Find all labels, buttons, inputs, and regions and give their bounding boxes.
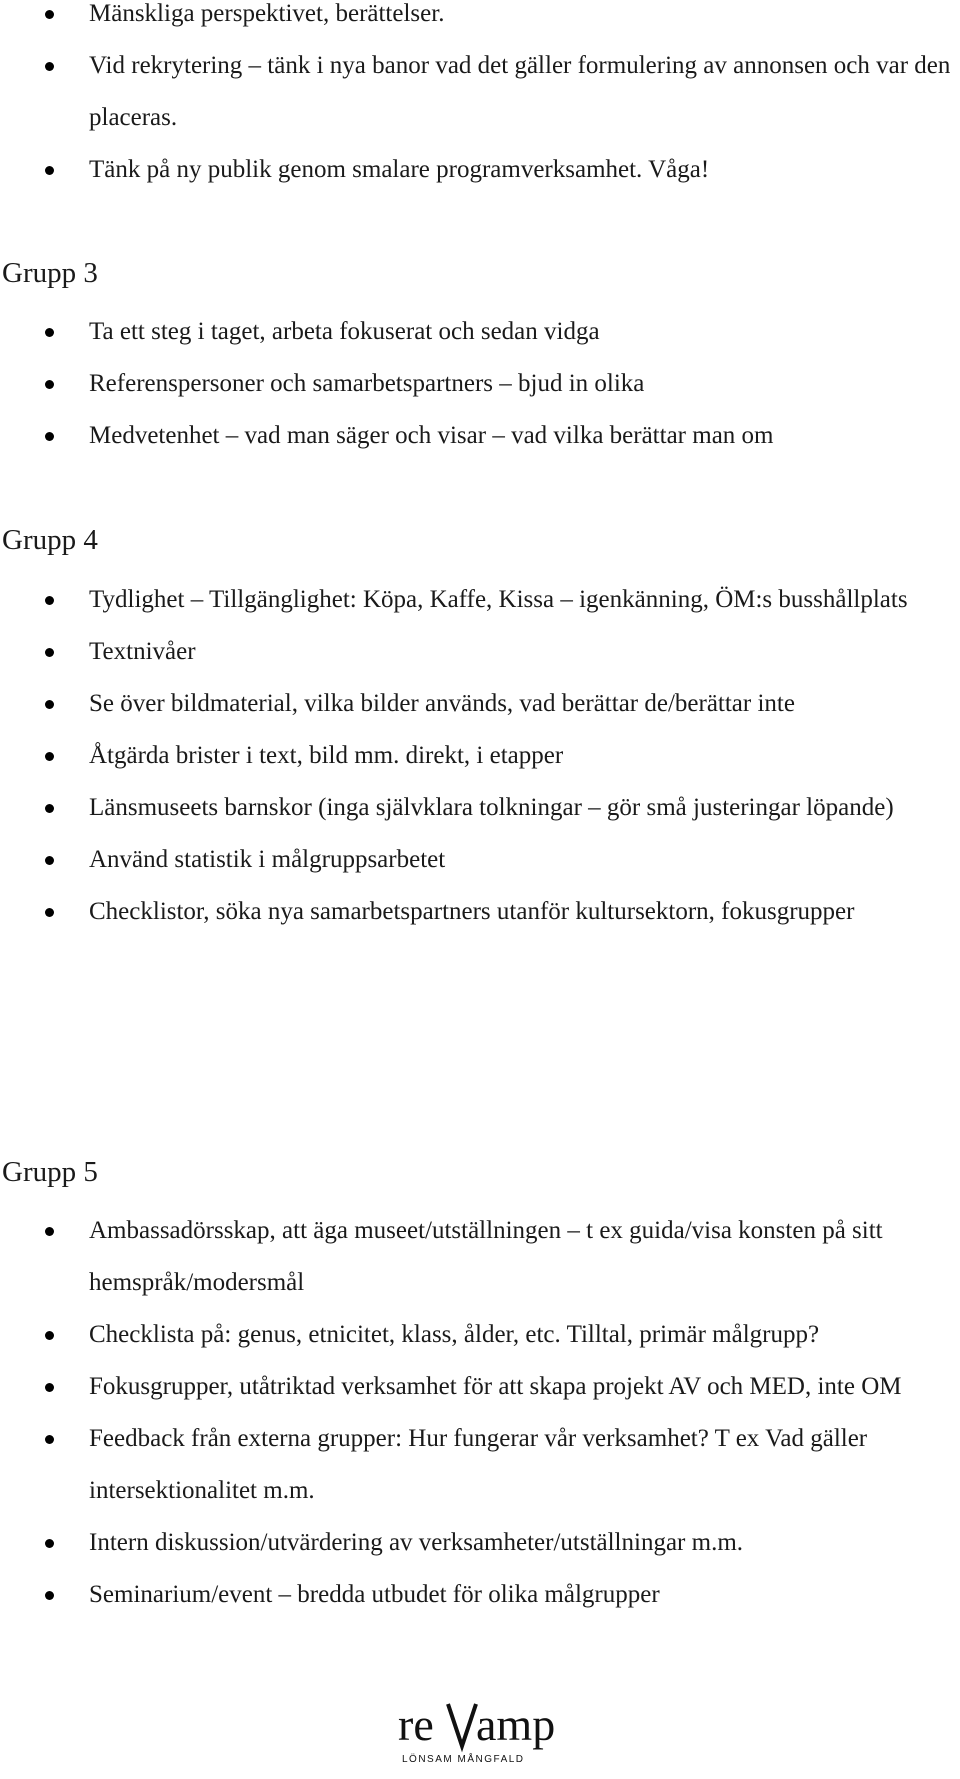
bullet-icon — [45, 432, 54, 441]
bullet-icon — [45, 328, 54, 337]
list-item: Checklista på: genus, etnicitet, klass, ålder, etc. Tilltal, primär målgrupp? — [0, 1309, 959, 1361]
bullet-icon — [45, 166, 54, 175]
section-heading-grupp-4: Grupp 4 — [2, 524, 98, 556]
bullet-icon — [45, 1227, 54, 1236]
bullet-icon — [45, 596, 54, 605]
list-item: Vid rekrytering – tänk i nya banor vad det gäller formulering av annonsen och var den placeras. — [0, 40, 959, 144]
logo-text-amp: amp — [476, 1699, 556, 1750]
list-item: Medvetenhet – vad man säger och visar – vad vilka berättar man om — [0, 410, 959, 462]
list-item: Länsmuseets barnskor (inga självklara tolkningar – gör små justeringar löpande) — [0, 782, 959, 834]
logo-text-re: re — [398, 1699, 434, 1750]
bullet-icon — [45, 804, 54, 813]
bullet-icon — [45, 1591, 54, 1600]
bullet-icon — [45, 1331, 54, 1340]
section-heading-grupp-3: Grupp 3 — [2, 257, 98, 289]
bullet-icon — [45, 908, 54, 917]
list-item: Intern diskussion/utvärdering av verksamheter/utställningar m.m. — [0, 1517, 959, 1569]
list-item: Feedback från externa grupper: Hur fungerar vår verksamhet? T ex Vad gäller intersektionalitet m.m. — [0, 1413, 959, 1517]
list-item: Mänskliga perspektivet, berättelser. — [0, 0, 959, 40]
logo-tagline: LÖNSAM MÅNGFALD — [402, 1754, 525, 1765]
bullet-icon — [45, 752, 54, 761]
list-item: Seminarium/event – bredda utbudet för olika målgrupper — [0, 1569, 959, 1621]
section-heading-grupp-5: Grupp 5 — [2, 1156, 98, 1188]
bullet-icon — [45, 1383, 54, 1392]
bullet-icon — [45, 380, 54, 389]
list-item: Använd statistik i målgruppsarbetet — [0, 834, 959, 886]
bullet-list-grupp-5 — [0, 1205, 959, 1621]
list-item: Se över bildmaterial, vilka bilder används, vad berättar de/berättar inte — [0, 678, 959, 730]
list-item: Textnivåer — [0, 626, 959, 678]
list-item: Tänk på ny publik genom smalare programverksamhet. Våga! — [0, 144, 959, 196]
bullet-icon — [45, 62, 54, 71]
bullet-list-grupp-3 — [0, 306, 959, 462]
list-item: Referenspersoner och samarbetspartners – bjud in olika — [0, 358, 959, 410]
list-item: Ta ett steg i taget, arbeta fokuserat och sedan vidga — [0, 306, 959, 358]
list-item: Checklistor, söka nya samarbetspartners utanför kultursektorn, fokusgrupper — [0, 886, 959, 938]
list-item: Ambassadörsskap, att äga museet/utställningen – t ex guida/visa konsten på sitt hemspråk/modersmål — [0, 1205, 959, 1309]
bullet-icon — [45, 856, 54, 865]
bullet-icon — [45, 1435, 54, 1444]
bullet-icon — [45, 648, 54, 657]
bullet-list-grupp-4 — [0, 574, 959, 938]
list-item: Fokusgrupper, utåtriktad verksamhet för att skapa projekt AV och MED, inte OM — [0, 1361, 959, 1413]
bullet-icon — [45, 10, 54, 19]
bullet-list-intro — [0, 0, 959, 196]
logo-v-mark — [448, 1704, 476, 1746]
list-item: Åtgärda brister i text, bild mm. direkt, i etapper — [0, 730, 959, 782]
bullet-icon — [45, 1539, 54, 1548]
list-item: Tydlighet – Tillgänglighet: Köpa, Kaffe, Kissa – igenkänning, ÖM:s busshållplats — [0, 574, 959, 626]
bullet-icon — [45, 700, 54, 709]
revamp-logo — [396, 1692, 571, 1772]
